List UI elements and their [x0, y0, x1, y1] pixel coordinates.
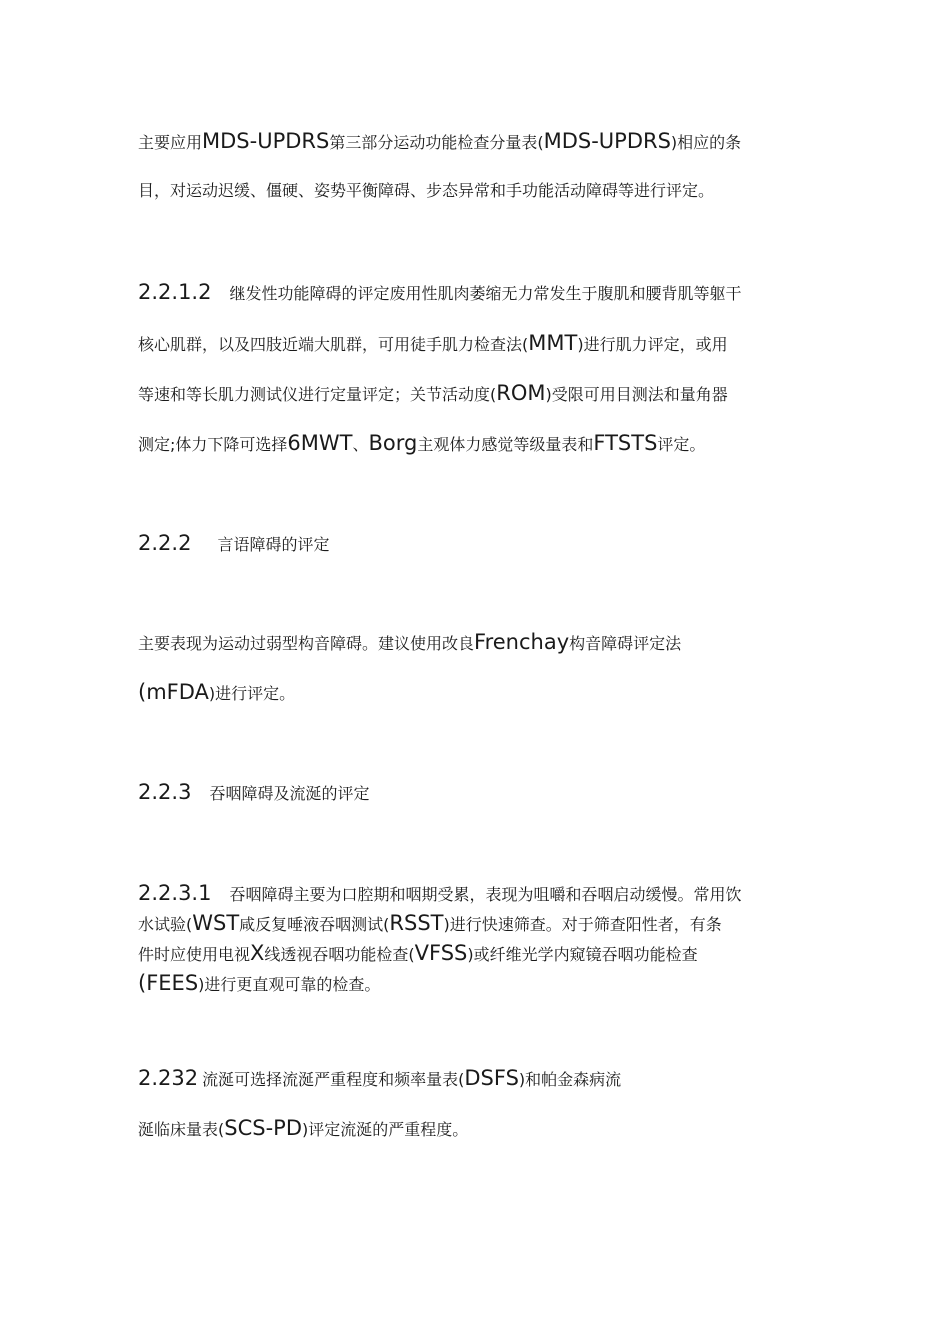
paragraph-5-line-2 — [138, 913, 722, 934]
paragraph-6-line-2 — [138, 1118, 468, 1139]
text: 目，对运动迟缓、僵硬、姿势平衡障碍、步态异常和手功能活动障碍等进行评定。 — [138, 181, 715, 200]
acronym: FEES — [146, 971, 199, 995]
section-number: 2.232 — [138, 1066, 199, 1090]
paragraph-1-line-1 — [138, 131, 741, 152]
text: ( — [138, 971, 147, 995]
text: )进行评定。 — [208, 684, 296, 703]
paragraph-1-line-2 — [138, 183, 714, 199]
acronym: mFDA — [146, 680, 209, 704]
text: 主观体力感觉等级量表和 — [417, 435, 594, 454]
paragraph-5-line-3 — [138, 943, 698, 964]
section-number: 2.2.2 — [138, 531, 192, 555]
text: )进行肌力评定，或用 — [577, 335, 728, 354]
text: 水试验( — [138, 915, 193, 934]
paragraph-2-line-4 — [138, 433, 705, 454]
text: )评定流涎的严重程度。 — [302, 1120, 469, 1139]
paragraph-3-line-1 — [138, 632, 681, 653]
text: 测定;体力下降可选择 — [138, 435, 288, 454]
section-number: 2.2.3.1 — [138, 881, 212, 905]
text: 主要应用 — [138, 133, 203, 152]
section-heading-2-2-2 — [138, 533, 329, 554]
acronym: MDS-UPDRS — [543, 129, 671, 153]
text: 流涎可选择流涎严重程度和频率量表( — [202, 1070, 465, 1089]
text: )相应的条 — [670, 133, 742, 152]
paragraph-2-line-3 — [138, 383, 728, 404]
acronym: Frenchay — [474, 630, 570, 654]
text: )受限可用目测法和量角器 — [545, 385, 728, 404]
text: 吞咽障碍主要为口腔期和咽期受累，表现为咀嚼和吞咽启动缓慢。常用饮 — [229, 885, 742, 904]
paragraph-6-line-1 — [138, 1068, 621, 1089]
text: 核心肌群，以及四肢近端大肌群，可用徒手肌力检查法( — [138, 335, 529, 354]
acronym: 6MWT — [287, 431, 353, 455]
text: 涎临床量表( — [138, 1120, 225, 1139]
acronym: VFSS — [414, 941, 468, 965]
acronym: DSFS — [464, 1066, 519, 1090]
paragraph-5-line-4 — [138, 973, 380, 994]
text: )或纤维光学内窥镜吞咽功能检查 — [467, 945, 698, 964]
text: 线透视吞咽功能检查( — [264, 945, 415, 964]
text: 等速和等长肌力测试仪进行定量评定；关节活动度( — [138, 385, 497, 404]
section-number: 2.2.1.2 — [138, 280, 212, 304]
acronym: RSST — [389, 911, 444, 935]
acronym: Borg — [368, 431, 418, 455]
paragraph-2-line-1 — [138, 282, 742, 303]
acronym: FTSTS — [593, 431, 658, 455]
text: 继发性功能障碍的评定废用性肌肉萎缩无力常发生于腹肌和腰背肌等躯干 — [229, 284, 742, 303]
acronym: MDS-UPDRS — [202, 129, 330, 153]
section-title: 言语障碍的评定 — [217, 535, 330, 554]
paragraph-2-line-2 — [138, 333, 728, 354]
acronym: SCS-PD — [224, 1116, 302, 1140]
paragraph-5-line-1 — [138, 883, 742, 904]
text: 第三部分运动功能检查分量表( — [329, 133, 544, 152]
text: 主要表现为运动过弱型构音障碍。建议使用改良 — [138, 634, 475, 653]
acronym: MMT — [528, 331, 578, 355]
acronym: ROM — [496, 381, 546, 405]
section-number: 2.2.3 — [138, 780, 192, 804]
text: 、 — [352, 435, 369, 454]
text: 评定。 — [657, 435, 706, 454]
section-title: 吞咽障碍及流涎的评定 — [209, 784, 370, 803]
acronym: X — [250, 941, 265, 965]
section-heading-2-2-3 — [138, 782, 369, 803]
text: )进行更直观可靠的检查。 — [198, 975, 381, 994]
text: 咸反复唾液吞咽测试( — [239, 915, 390, 934]
text: 件时应使用电视 — [138, 945, 251, 964]
text: )和帕金森病流 — [518, 1070, 622, 1089]
paragraph-3-line-2 — [138, 682, 295, 703]
acronym: WST — [192, 911, 240, 935]
text: ( — [138, 680, 147, 704]
text: )进行快速筛查。对于筛查阳性者，有条 — [443, 915, 722, 934]
text: 构音障碍评定法 — [569, 634, 682, 653]
